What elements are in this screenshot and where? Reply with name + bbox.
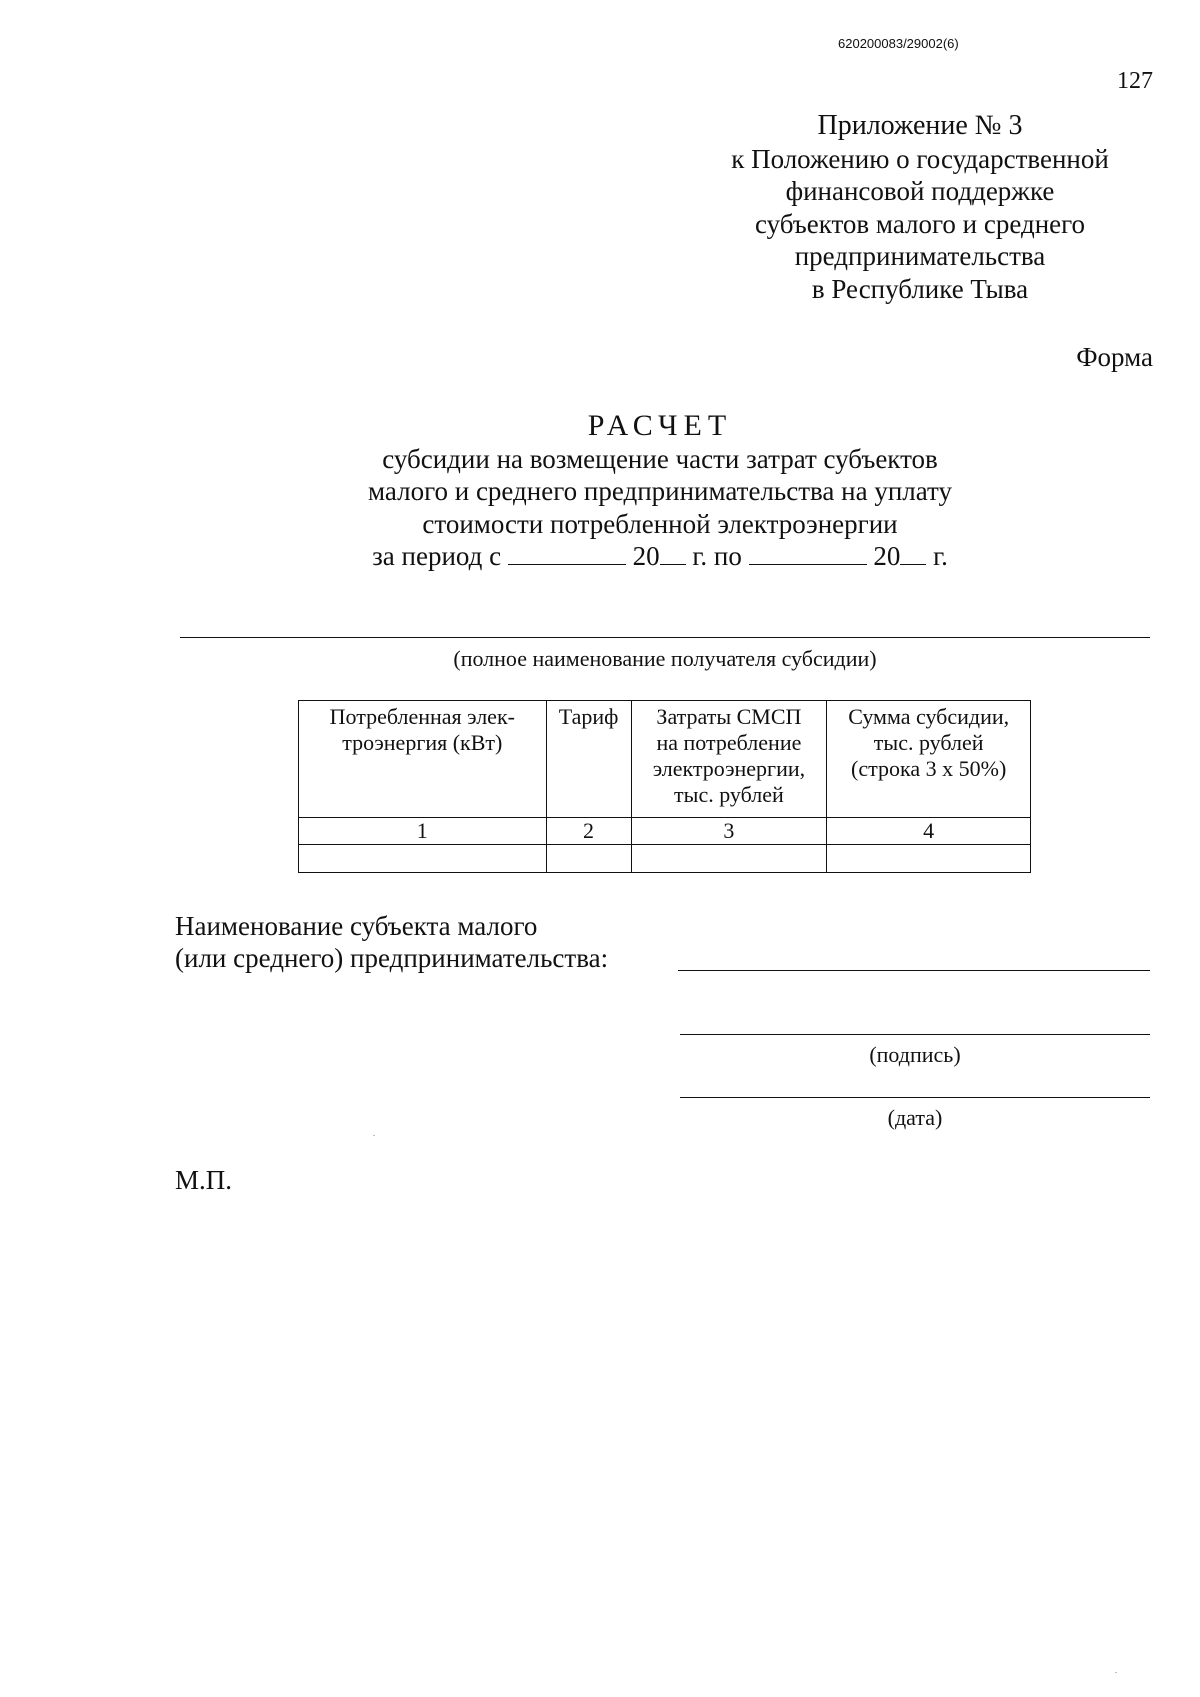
entity-name-label — [175, 910, 608, 974]
entity-name-line[interactable] — [678, 970, 1150, 971]
title-line: малого и среднего предпринимательства на уплату — [368, 476, 952, 506]
column-header-tariff: Тариф — [546, 701, 631, 818]
column-header-consumed-energy: Потребленная элек- троэнергия (кВт) — [299, 701, 547, 818]
appendix-line: финансовой поддержке — [785, 176, 1055, 206]
appendix-line: субъектов малого и среднего — [754, 208, 1086, 239]
column-number: 4 — [827, 818, 1031, 845]
scan-speck — [1115, 1672, 1117, 1673]
table-cell[interactable] — [827, 845, 1031, 873]
table-cell[interactable] — [299, 845, 547, 873]
appendix-line: в Республике Тыва — [811, 273, 1029, 304]
table-cell[interactable] — [546, 845, 631, 873]
entity-label-line: (или среднего) предпринимательства: — [175, 943, 609, 973]
period-prefix: за период с — [372, 541, 502, 571]
table-header-row — [299, 701, 1031, 818]
period-mid: г. по — [692, 541, 742, 571]
column-header-costs: Затраты СМСП на потребление электроэнергии, тыс. рублей — [631, 701, 827, 818]
date-caption: (дата) — [887, 1105, 943, 1130]
appendix-block — [690, 110, 1150, 305]
recipient-caption: (полное наименование получателя субсидии) — [453, 646, 877, 671]
period-year-start: 20 — [632, 541, 660, 571]
column-number: 1 — [299, 818, 547, 845]
calculation-table — [298, 700, 1031, 873]
period-year-end: 20 — [873, 541, 901, 571]
scan-speck — [373, 1135, 375, 1136]
column-header-subsidy-sum: Сумма субсидии, тыс. рублей (строка 3 х 50%) — [827, 701, 1031, 818]
signature-line[interactable] — [680, 1034, 1150, 1035]
appendix-line: к Положению о государственной — [731, 143, 1109, 174]
period-end-blank[interactable] — [749, 540, 867, 565]
column-number: 2 — [546, 818, 631, 845]
period-suffix: г. — [933, 541, 948, 571]
form-label: Форма — [1076, 342, 1153, 372]
title-block — [260, 410, 1060, 573]
period-start-blank[interactable] — [508, 540, 626, 565]
recipient-name-line[interactable] — [180, 637, 1150, 638]
appendix-line: Приложение № 3 — [817, 110, 1023, 141]
table-row — [299, 845, 1031, 873]
signature-caption: (подпись) — [869, 1042, 961, 1067]
page-number: 127 — [1117, 68, 1153, 94]
period-year-end-blank[interactable] — [900, 540, 926, 565]
appendix-line: предпринимательства — [794, 241, 1046, 271]
document-heading: РАСЧЕТ — [587, 409, 733, 442]
date-line[interactable] — [680, 1097, 1150, 1098]
title-line: стоимости потребленной электроэнергии — [422, 508, 898, 539]
period-year-start-blank[interactable] — [660, 540, 686, 565]
stamp-label: М.П. — [175, 1165, 233, 1195]
column-number: 3 — [631, 818, 827, 845]
entity-label-line: Наименование субъекта малого — [175, 911, 538, 941]
table-cell[interactable] — [631, 845, 827, 873]
title-line: субсидии на возмещение части затрат субъектов — [382, 443, 938, 474]
document-code: 620200083/29002(6) — [838, 36, 959, 51]
table-number-row — [299, 818, 1031, 845]
period-line — [260, 540, 1060, 573]
